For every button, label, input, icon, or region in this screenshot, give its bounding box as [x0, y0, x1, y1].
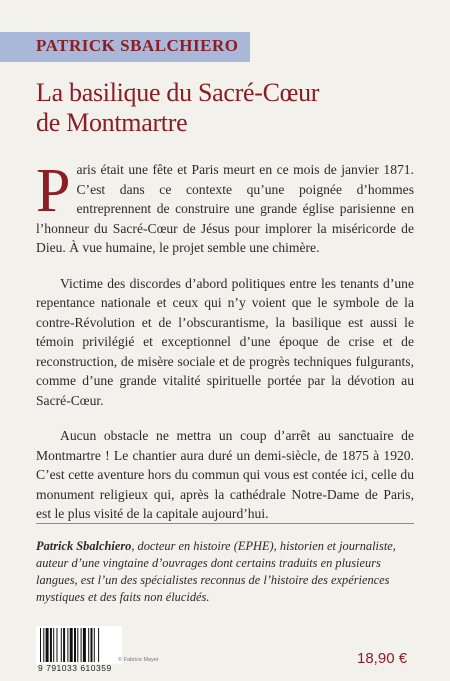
blurb-paragraph-1 — [36, 157, 414, 258]
title-line-2: de Montmartre — [36, 108, 188, 137]
drop-cap: P — [36, 157, 71, 225]
blurb-paragraph-2: Victime des discordes d’abord politiques entre les tenants d’une repentance nationale et ceux qui n’y voient que le symbole de la contre-Révolution et de l’obscurantisme, la basilique est aussi le témoin privilégié et exceptionnel d’une époque de crise et de reconstruction, de misère sociale et de progrès techniques fulgurants, comme d’une grande vitalité spirituelle portée par la dévotion au Sacré-Cœur. — [36, 275, 414, 408]
barcode-bars — [40, 628, 118, 662]
barcode — [36, 626, 122, 664]
author-name: PATRICK SBALCHIERO — [36, 36, 239, 55]
book-title — [36, 78, 416, 138]
blurb — [36, 157, 414, 540]
bio-author-name: Patrick Sbalchiero — [36, 539, 132, 553]
divider — [36, 523, 414, 524]
author-bio — [36, 538, 416, 606]
isbn-number: 9 791033 610359 — [38, 663, 112, 673]
author-band — [0, 32, 250, 62]
photo-credit: © Fabrice Mayer — [118, 657, 159, 663]
bio-text: , docteur en histoire (EPHE), historien et journaliste, auteur d’une vingtaine d’ouvrages dont certains traduits en plusieurs langues, est l’un des spécialistes reconnus de l’histoire des expériences mystiques et des faits non élucidés. — [36, 539, 396, 604]
price: 18,90 € — [357, 650, 408, 667]
title-line-1: La basilique du Sacré-Cœur — [36, 78, 320, 107]
blurb-paragraph-1-text: aris était une fête et Paris meurt en ce mois de janvier 1871. C’est dans ce contexte qu’une poignée d’hommes entreprennent de construire une grande église parisienne en l’honneur du Sacré-Cœur de Jésus pour implorer la miséricorde de Dieu. À vue humaine, le projet semble une chimère. — [36, 162, 414, 255]
blurb-paragraph-3: Aucun obstacle ne mettra un coup d’arrêt au sanctuaire de Montmartre ! Le chantier aura duré un demi-siècle, de 1875 à 1920. C’est cette aventure hors du commun qui vous est contée ici, celle du monument religieux qui, après la cathédrale Notre-Dame de Paris, est le plus visité de la capitale aujourd’hui. — [36, 428, 414, 521]
